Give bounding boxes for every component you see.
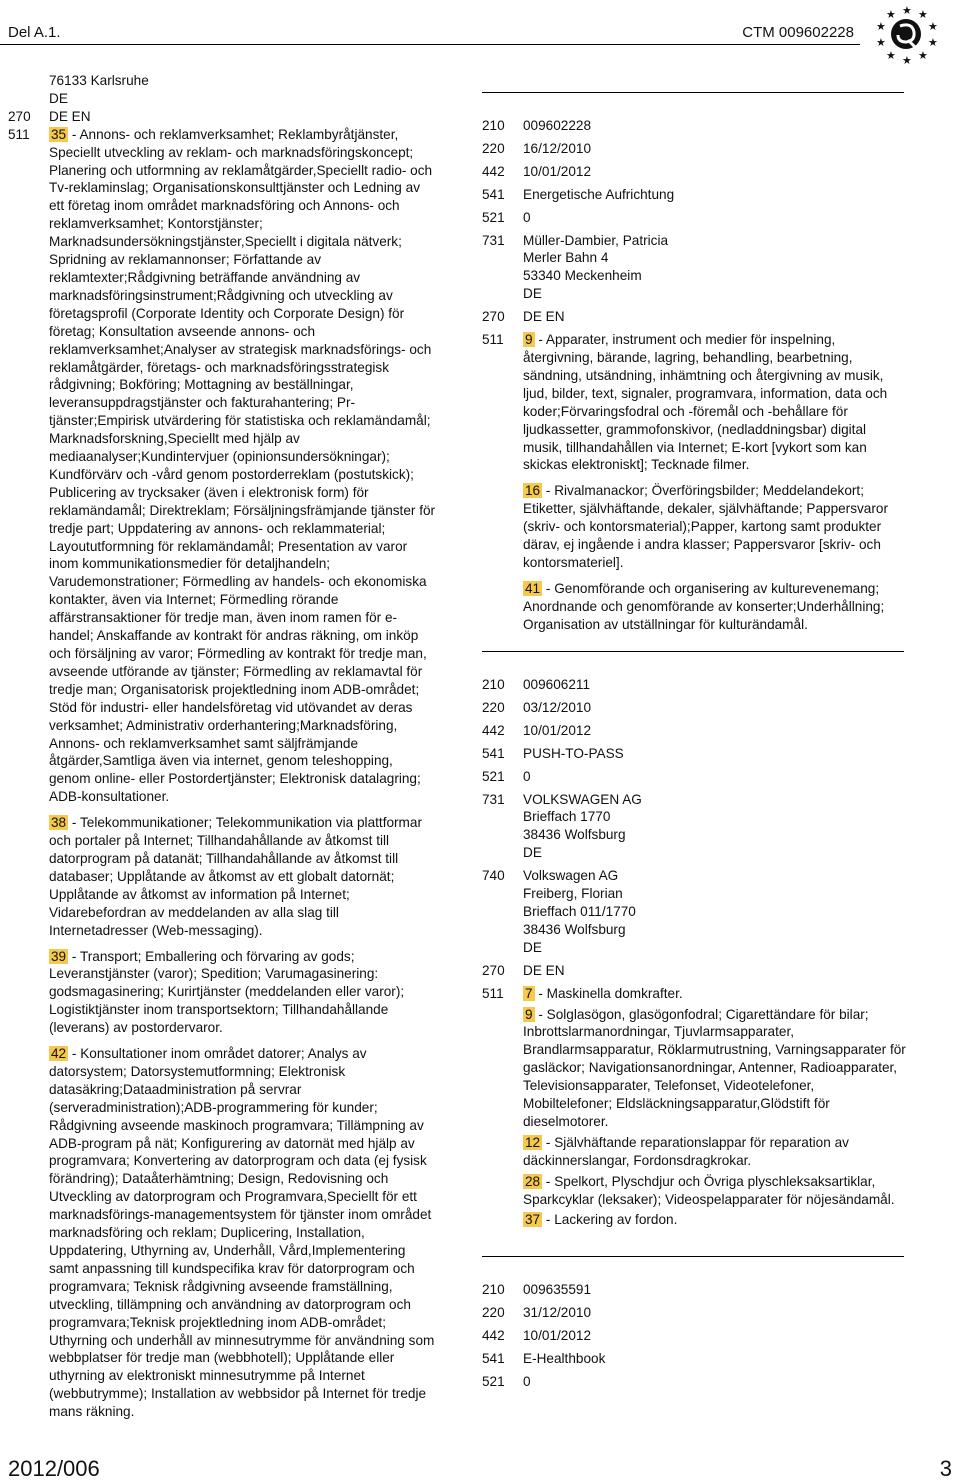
- address-line: 76133 Karlsruhe: [49, 73, 149, 88]
- field-row: [482, 676, 906, 694]
- address-line: DE: [49, 90, 68, 106]
- mark-name: E-Healthbook: [523, 1350, 606, 1366]
- address-line: VOLKSWAGEN AG: [523, 791, 642, 807]
- svg-text:★: ★: [918, 49, 928, 62]
- class-number: 9: [525, 332, 533, 348]
- field-row: [482, 962, 906, 980]
- field-value: 03/12/2010: [523, 699, 592, 715]
- field-value: 0: [523, 209, 531, 225]
- field-code: 270: [482, 309, 505, 325]
- class-paragraph: [523, 1173, 906, 1209]
- field-row: [482, 163, 906, 181]
- address-line: Merler Bahn 4: [523, 250, 609, 266]
- class-paragraph: [523, 1134, 906, 1170]
- class-number: 28: [525, 1173, 541, 1189]
- svg-text:★: ★: [928, 36, 938, 49]
- page-number: 3: [939, 1456, 952, 1481]
- class-text: - Självhäftande reparationslappar för reparation av däckinnerslangar, Fordonsdragkrokar.: [523, 1134, 849, 1168]
- mark-name: Energetische Aufrichtung: [523, 186, 675, 202]
- class-paragraph: [523, 331, 906, 474]
- goods-services: [523, 331, 906, 642]
- class-number: 16: [525, 483, 541, 499]
- address-line: Freiberg, Florian: [523, 886, 623, 902]
- field-value: 10/01/2012: [523, 163, 592, 179]
- field-row: [482, 1304, 906, 1322]
- applicant: [523, 232, 906, 304]
- field-row: [482, 791, 906, 863]
- field-code: 210: [482, 677, 505, 692]
- field-code: 442: [482, 1327, 505, 1343]
- class-paragraph: [523, 580, 906, 634]
- field-code: 442: [482, 722, 505, 738]
- class-paragraph: [523, 482, 906, 572]
- field-row: [482, 140, 906, 158]
- class-number: 38: [51, 815, 67, 831]
- field-row: [482, 699, 906, 717]
- class-text: - Solglasögon, glasögonfodral; Cigarettändare för bilar; Inbrottslarmanordningar, Tjuvlarmsapparater, Brandlarmsapparatur, Röklarmutrustning, Varningsapparater för gasläckor; Navigationsanordningar, Antenner, Radioapparater, Televisionsapparater, Telefonset, Videotelefoner, Mobiltelefoner; Eldsläckningsapparatur,Glödstift för dieselmotorer.: [523, 1006, 906, 1129]
- address-line: Volkswagen AG: [523, 868, 619, 884]
- field-511: [8, 126, 438, 1429]
- section-label: Del A.1.: [8, 24, 61, 41]
- field-value: 009602228: [523, 118, 592, 133]
- class-text: - Apparater, instrument och medier för inspelning, återgivning, bärande, lagring, behandling, bearbetning, sändning, utsändning, inhämtning och återgivning av musik, ljud, bilder, text, signaler, programvara, information, data och koder;Förvaringsfodral och -föremål och -behållare för ljudkassetter, grammofonskivor, (nedladdningsbar) digital musik, tillhandahållen via Internet; E-kort [vykort som kan skickas elektroniskt]; Tecknade filmer.: [523, 332, 888, 473]
- svg-text:★: ★: [886, 49, 896, 62]
- class-text: - Lackering av fordon.: [542, 1212, 678, 1228]
- field-code: 541: [482, 186, 505, 202]
- field-code: 511: [482, 332, 504, 348]
- entry-separator: [482, 1256, 904, 1257]
- field-row: [482, 1327, 906, 1345]
- languages: DE EN: [49, 108, 91, 124]
- class-text: - Transport; Emballering och förvaring av gods; Leveranstjänster (varor); Spedition; Varumagasinering: godsmagasinering; Kurirtjänster (meddelanden eller varor); Logistiktjänster inom transportsektorn; Tillhandahållande (leverans) av postordervaror.: [49, 948, 405, 1036]
- class-text: - Konsultationer inom området datorer; Analys av datorsystem; Datorsystemutformning; Elektronisk datasäkring;Dataadministration på servrar (serveradministration);ADB-programmering för kunder; Rådgivning avseende maskinoch programvara; Tillämpning av ADB-program på nät; Konfigurering av datornät med hjälp av programvara; Konvertering av datorprogram och data (ej fysisk förändring); Dataåterhämtning; Design, Redovisning och Utveckling av datorprogram och Programvara,Speciellt för ett marknadsförings-managementsystem för tjänster inom området marknadsföring och reklam; Duplicering, Installation, Uppdatering, Uthyrning av, Underhåll, Vård,Implementering samt anpassning till kundspecifika krav för datorprogram och programvara; Teknisk rådgivning avseende framställning, utveckling, tillämpning och användning av datorprogram och programvara;Teknisk projektledning inom ADB-området; Uthyrning och underhåll av minnesutrymme för användning som webbplatser för tredje man (webbhotell); Upplåtande eller uthyrning av elektroniskt minnesutrymme på Internet (webbutrymme); Installation av webbsidor på Internet för tredje mans räkning.: [49, 1046, 435, 1420]
- field-value: 0: [523, 1373, 531, 1389]
- goods-services: [523, 985, 906, 1233]
- svg-text:★: ★: [886, 8, 896, 21]
- class-paragraph: [49, 1045, 438, 1421]
- svg-text:★: ★: [902, 54, 912, 64]
- field-511: [482, 985, 906, 1233]
- class-text: - Rivalmanackor; Överföringsbilder; Meddelandekort; Etiketter, självhäftande, dekaler, självhäftande; Pappersvaror (skriv- och kontorsmaterial);Papper, kartong samt produkter därav, ej ingående i andra klasser; Pappersvaror [skriv- och kontorsmateriel].: [523, 483, 888, 570]
- class-paragraph: [523, 1006, 906, 1131]
- address-line: Brieffach 1770: [523, 809, 611, 825]
- field-code: 541: [482, 1350, 505, 1366]
- trademark-entry: [482, 92, 906, 642]
- field-code: 740: [482, 868, 505, 884]
- field-row: [482, 209, 906, 227]
- field-row: [482, 1373, 906, 1391]
- issue-number: 2012/006: [8, 1456, 100, 1481]
- field-code: 220: [482, 699, 505, 715]
- field-code: 521: [482, 768, 505, 784]
- class-number: 42: [51, 1046, 67, 1062]
- field-row: [482, 186, 906, 204]
- class-text: - Telekommunikationer; Telekommunikation via plattformar och portaler på Internet; Tillhandahållande av åtkomst till datorprogram på datanät; Tillhandahållande av åtkomst till databaser; Upplåtande av åtkomst av ett globalt datornät; Upplåtande av åtkomst av information på Internet; Vidarebefordran av meddelanden av alla slag till Internetadresser (Web-messaging).: [49, 815, 422, 938]
- class-text: - Spelkort, Plyschdjur och Övriga plyschleksaksartiklar, Sparkcyklar (leksaker); Videospelapparater för nöjesändamål.: [523, 1173, 895, 1207]
- field-value: 16/12/2010: [523, 140, 592, 156]
- entry-separator: [482, 92, 904, 93]
- field-code: 511: [8, 126, 30, 142]
- field-code: 270: [8, 108, 31, 124]
- field-270: [8, 108, 438, 126]
- address-line: 38436 Wolfsburg: [523, 827, 626, 843]
- field-code: 731: [482, 232, 505, 248]
- class-paragraph: [523, 985, 906, 1003]
- field-code: 541: [482, 745, 505, 761]
- field-row: [482, 308, 906, 326]
- field-row: [482, 722, 906, 740]
- class-number: 12: [525, 1134, 541, 1150]
- goods-services: [49, 126, 438, 1429]
- field-code: 442: [482, 163, 505, 179]
- address-line: DE: [523, 286, 542, 302]
- class-number: 41: [525, 580, 541, 596]
- field-row: [482, 745, 906, 763]
- ctm-number: CTM 009602228: [742, 24, 854, 41]
- page-header: [0, 0, 960, 62]
- class-number: 9: [525, 1006, 533, 1022]
- field-code: 270: [482, 962, 505, 978]
- class-paragraph: [49, 126, 438, 806]
- svg-text:★: ★: [902, 4, 912, 17]
- address-line: 53340 Meckenheim: [523, 268, 642, 284]
- field-code: 521: [482, 209, 505, 225]
- address-line: Brieffach 011/1770: [523, 903, 636, 919]
- applicant: [523, 791, 906, 863]
- field-value: 0: [523, 768, 531, 784]
- field-value: 31/12/2010: [523, 1304, 592, 1320]
- left-column: [8, 72, 438, 1429]
- entry-separator: [482, 651, 904, 652]
- class-paragraph: [523, 1211, 906, 1229]
- field-value: 009635591: [523, 1282, 592, 1297]
- field-row: [482, 768, 906, 786]
- languages: DE EN: [523, 962, 565, 978]
- svg-text:★: ★: [928, 20, 938, 33]
- svg-text:★: ★: [918, 8, 928, 21]
- field-value: 10/01/2012: [523, 1327, 592, 1343]
- field-code: 220: [482, 1304, 505, 1320]
- header-rule: [0, 44, 860, 45]
- field-511: [482, 331, 906, 642]
- trademark-entry: [482, 1256, 906, 1396]
- field-row: [482, 117, 906, 135]
- field-row: [482, 1281, 906, 1299]
- representative: [523, 867, 906, 957]
- class-paragraph: [49, 814, 438, 939]
- field-code: 210: [482, 118, 505, 133]
- class-paragraph: [49, 948, 438, 1038]
- field-row: [482, 232, 906, 304]
- trademark-entry: [482, 651, 906, 1232]
- languages: DE EN: [523, 309, 565, 325]
- address-line: DE: [523, 845, 542, 861]
- svg-text:★: ★: [876, 36, 886, 49]
- field-value: 009606211: [523, 677, 591, 692]
- field-value: 10/01/2012: [523, 722, 592, 738]
- field-code: 210: [482, 1282, 505, 1297]
- field-code: 731: [482, 791, 505, 807]
- address-line: DE: [523, 939, 542, 955]
- field-code: 511: [482, 985, 504, 1001]
- class-number: 35: [51, 126, 67, 142]
- class-text: - Annons- och reklamverksamhet; Reklambyråtjänster, Speciellt utveckling av reklam- och marknadsföringskoncept; Planering och utformning av reklamåtgärder,Speciellt radio- och Tv-reklaminslag; Organisationskonsulttjänster och Ledning av ett företag inom området marknadsföring och Annons- och reklamverksamhet; Kontorstjänster; Marknadsundersökningstjänster,Speciellt i digitala nätverk; Spridning av reklamannonser; Författande av reklamtexter;Rådgivning beträffande användning av marknadsföringsinstrument;Rådgivning och utveckling av företagsprofil (Corporate Identity och Corporate Design) för företag; Konsultation avseende annons- och reklamverksamhet;Analyser av strategisk marknadsförings- och reklamåtgärder, företags- och marknadsföringsstrategisk rådgivning; Bokföring; Mottagning av beställningar, leveransuppdragstjänster och fakturahantering; Pr-tjänster;Empirisk utvärdering för statistiska och reklamändamål; Marknadsforskning,Speciellt med hjälp av mediaanalyser;Kundintervjuer (opinionsundersökningar); Kundförvärv och -vård genom postorderreklam (postutskick); Publicering av trycksaker (även i elektronisk form) för reklamändamål; Direktreklam; Försäljningsfrämjande tjänster för tredje part; Uppdatering av annons- och reklammaterial; Layoututformning för reklamändamål; Presentation av varor inom kommunikationsmedier för detaljhandeln; Varudemonstrationer; Förmedling av handels- och ekonomiska kontakter, även via Internet; Förmedling rörande affärstransaktioner för tredje man, även inom ramen för e-handel; Anskaffande av kontrakt för andras räkning, om inköp och försäljning av varor; Förmedling av kontrakt för tredje man, avseende utförande av tjänster; Förmedling av reklamavtal för tredje man; Organisatorisk projektledning inom ADB-området; Stöd för industri- eller handelsföretag vid utövandet av deras verksamhet; Administrativ orderhantering;Marknadsföring, Annons- och reklamverksamhet samt säljfrämjande åtgärder,Samtliga även via internet, genom teleshopping, genom online- eller Postordertjänster; Elektronisk datalagring; ADB-konsultationer.: [49, 126, 436, 805]
- address-line: 38436 Wolfsburg: [523, 921, 626, 937]
- address-continuation: [8, 72, 438, 108]
- class-number: 39: [51, 948, 67, 964]
- mark-name: PUSH-TO-PASS: [523, 745, 624, 761]
- field-code: 220: [482, 140, 505, 156]
- class-number: 37: [525, 1212, 541, 1228]
- field-code: 521: [482, 1373, 505, 1389]
- class-text: - Maskinella domkrafter.: [534, 985, 683, 1001]
- svg-text:★: ★: [876, 20, 886, 33]
- address-line: Müller-Dambier, Patricia: [523, 232, 669, 248]
- ohim-logo-icon: [864, 4, 948, 64]
- class-text: - Genomförande och organisering av kulturevenemang; Anordnande och genomförande av konserter;Underhållning; Organisation av utställningar för kulturändamål.: [523, 580, 885, 632]
- field-row: [482, 1350, 906, 1368]
- field-row: [482, 867, 906, 957]
- class-number: 7: [525, 985, 533, 1001]
